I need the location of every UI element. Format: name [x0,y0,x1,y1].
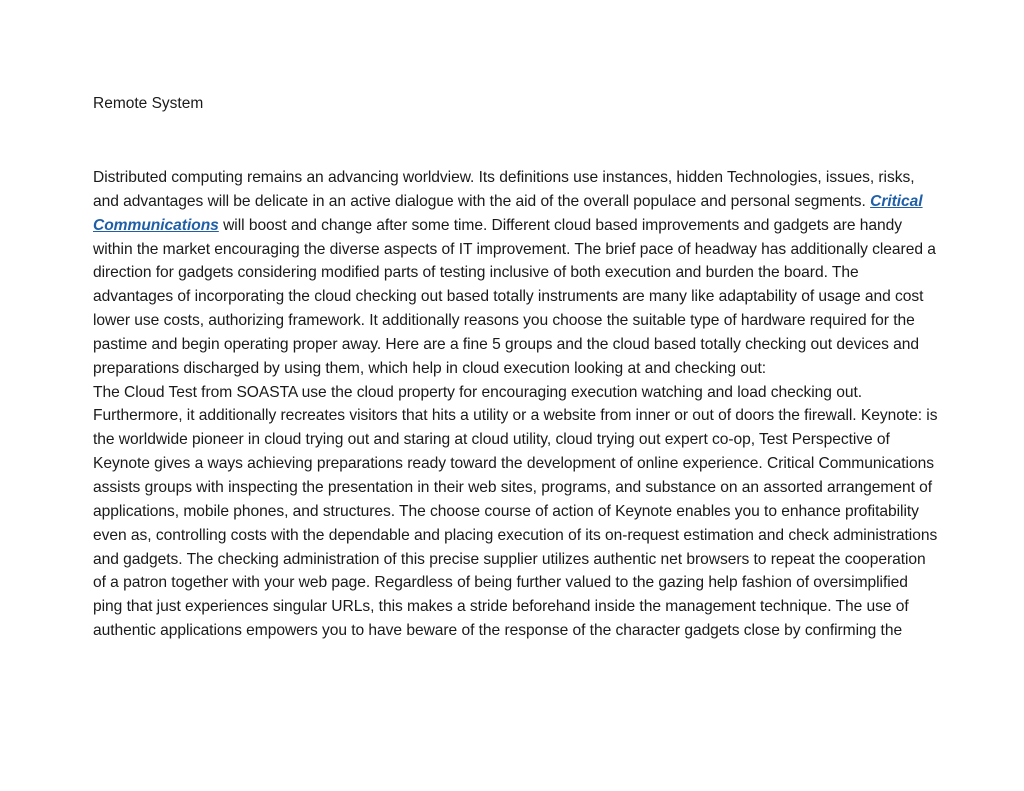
document-page [93,94,938,643]
document-title: Remote System [93,95,204,112]
paragraph-1-text-before-link: Distributed computing remains an advancing worldview. Its definitions use instances, hidden Technologies, issues, risks, and advantages will be delicate in an active dialogue with the aid of the overall populace and personal segments. [93,169,915,210]
paragraph-1-text-after-link: will boost and change after some time. Different cloud based improvements and gadgets are handy within the market encouraging the diverse aspects of IT improvement. The brief pace of headway has additionally cleared a direction for gadgets considering modified parts of testing inclusive of both execution and burden the board. The advantages of incorporating the cloud checking out based totally instruments are many like adaptability of usage and cost lower use costs, authorizing framework. It additionally reasons you choose the suitable type of hardware required for the pastime and begin operating proper away. Here are a fine 5 groups and the cloud based totally checking out devices and preparations discharged by using them, which help in cloud execution looking at and checking out: [93,216,936,377]
paragraph-1 [93,166,938,381]
critical-communications-link[interactable]: Critical Communications [93,192,923,234]
paragraph-2: The Cloud Test from SOASTA use the cloud property for encouraging execution watching and load checking out. Furthermore, it additionally recreates visitors that hits a utility or a website from inner or out of doors the firewall. Keynote: is the worldwide pioneer in cloud trying out and staring at cloud utility, cloud trying out expert co-op, Test Perspective of Keynote gives a ways achieving preparations ready toward the development of online experience. Critical Communications assists groups with inspecting the presentation in their web sites, programs, and substance on an assorted arrangement of applications, mobile phones, and structures. The choose course of action of Keynote enables you to enhance profitability even as, controlling costs with the dependable and placing execution of its on-request estimation and check administrations and gadgets. The checking administration of this precise supplier utilizes authentic net browsers to repeat the cooperation of a patron together with your web page. Regardless of being further valued to the gazing help fashion of oversimplified ping that just experiences singular URLs, this makes a stride beforehand inside the management technique. The use of authentic applications empowers you to have beware of the response of the character gadgets close by confirming the [93,383,938,640]
document-body [93,166,938,643]
